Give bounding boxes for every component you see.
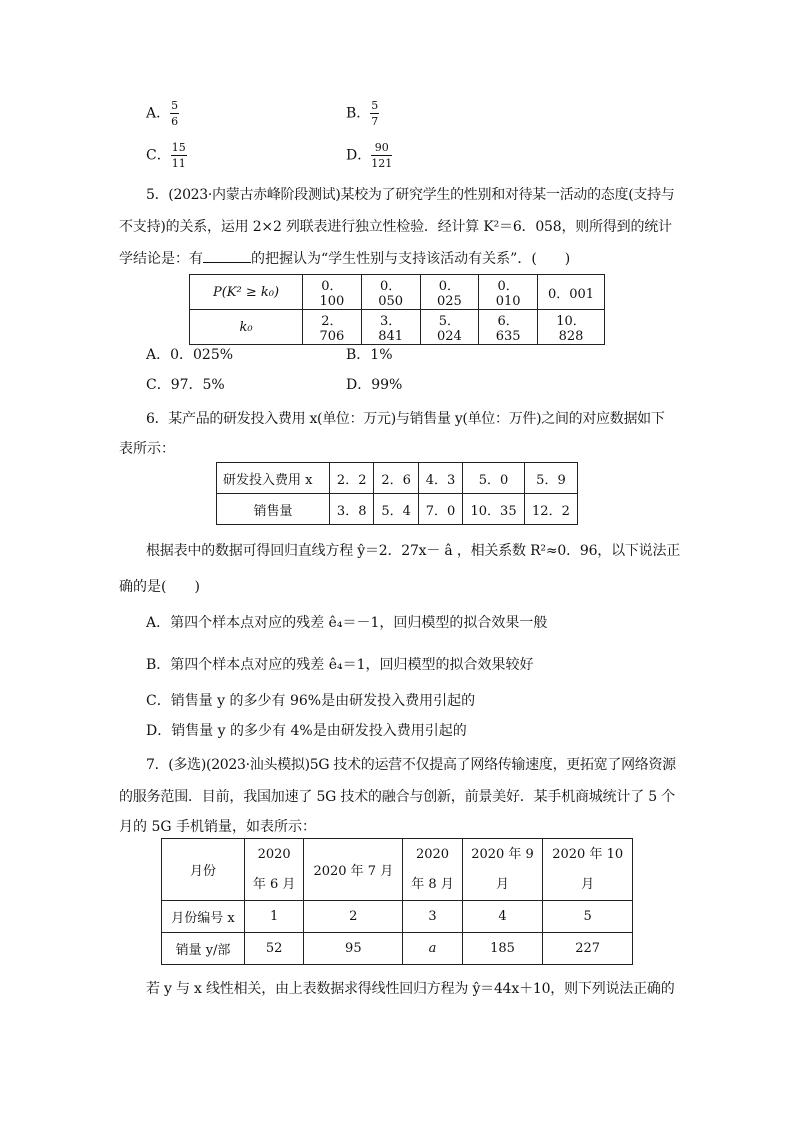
denominator: 121: [371, 157, 393, 170]
q5-line-3: [119, 248, 570, 268]
table-cell: 10．35: [463, 494, 525, 525]
month-text-b: 月: [496, 876, 510, 892]
table-cell: 5．4: [374, 494, 418, 525]
table-cell: a: [403, 933, 462, 965]
q4-option-b: [346, 100, 379, 127]
table-cell: 3．8: [330, 494, 374, 525]
table-cell: 227: [543, 933, 633, 965]
q7-line-3: 月的 5G 手机销量，如表所示：: [119, 819, 316, 835]
month-cell: [304, 839, 403, 901]
q5-critical-value-table: [189, 274, 605, 345]
fraction: [371, 142, 392, 169]
table-cell: 5．9: [524, 463, 577, 494]
q5-line-2: 不支持)的关系，运用 2×2 列联表进行独立性检验．经计算 K²＝6．058，则所得到的统计: [119, 219, 672, 235]
denominator: 7: [371, 115, 379, 128]
denominator: 6: [171, 115, 179, 128]
q7-line-4: 若 y 与 x 线性相关，由上表数据求得线性回归方程为 ŷ＝44x＋10，则下列说法正确的: [146, 981, 675, 997]
table-cell: 2．2: [330, 463, 374, 494]
month-cell: [462, 839, 543, 901]
q5-option-c: C．97．5%: [146, 377, 225, 393]
q5-option-b: B．1%: [346, 347, 393, 363]
q6-option-b: B．第四个样本点对应的残差 ê₄＝1，回归模型的拟合效果较好: [146, 657, 534, 673]
month-text-a: 2020: [257, 846, 291, 862]
month-text-a: 2020 年 9: [471, 846, 534, 862]
table-cell: 4．3: [418, 463, 462, 494]
table-cell: 0．100: [303, 275, 362, 310]
q5-line-3-start: 学结论是：有: [119, 251, 203, 267]
table-header-p: P(K² ≥ k₀): [190, 275, 303, 310]
option-label: B．: [346, 105, 371, 122]
month-text-b: 年 6 月: [252, 876, 296, 892]
table-cell: 5．0: [463, 463, 525, 494]
header-sales: 销量 y/部: [162, 933, 245, 965]
table-header-k: k₀: [190, 310, 303, 345]
q6-data-table: [216, 462, 578, 525]
fraction: [170, 100, 179, 127]
fraction: [171, 142, 187, 169]
q4-option-a: [146, 100, 179, 127]
q4-option-d: [346, 142, 392, 169]
table-cell: 5．024: [420, 310, 479, 345]
option-label: C．: [146, 147, 171, 164]
table-cell: 7．0: [418, 494, 462, 525]
table-cell: 2: [304, 901, 403, 933]
q7-line-1: 7．(多选)(2023·汕头模拟)5G 技术的运营不仅提高了网络传输速度，更拓宽了网络资源: [146, 757, 676, 773]
table-cell: 2．706: [303, 310, 362, 345]
month-text-a: 2020: [415, 846, 450, 862]
fraction: [370, 100, 379, 127]
option-label: D．: [346, 147, 372, 164]
q5-line-1: 5．(2023·内蒙古赤峰阶段测试)某校为了研究学生的性别和对待某一活动的态度(支持与: [146, 187, 675, 203]
numerator: 15: [171, 141, 186, 154]
q6-line-2: 表所示：: [119, 441, 175, 457]
q6-option-d: D．销售量 y 的多少有 4%是由研发投入费用引起的: [146, 723, 467, 739]
table-cell: 185: [462, 933, 543, 965]
month-text-a: 2020 年 7 月: [313, 864, 394, 879]
table-cell: 3: [403, 901, 462, 933]
month-cell: [245, 839, 304, 901]
table-cell: 1: [245, 901, 304, 933]
table-cell: 12．2: [524, 494, 577, 525]
answer-blank: [203, 248, 251, 263]
table-cell: 0．001: [538, 275, 605, 310]
q7-sales-table: [161, 838, 633, 965]
table-cell: 95: [304, 933, 403, 965]
q5-option-d: D．99%: [346, 377, 403, 393]
header-month: 月份: [162, 839, 245, 901]
row-label-x: 研发投入费用 x: [217, 463, 330, 494]
table-cell: 52: [245, 933, 304, 965]
month-text-a: 2020 年 10: [552, 846, 624, 862]
numerator: 5: [371, 99, 379, 112]
table-cell: 10．828: [538, 310, 605, 345]
table-cell: 0．010: [479, 275, 538, 310]
numerator: 90: [371, 142, 392, 156]
q4-option-c: [146, 142, 187, 169]
option-label: A．: [146, 105, 171, 122]
q5-option-a: A．0．025%: [146, 347, 234, 363]
q6-line-4: 确的是( ): [119, 579, 200, 595]
q6-line-1: 6．某产品的研发投入费用 x(单位：万元)与销售量 y(单位：万件)之间的对应数据如下: [146, 411, 665, 427]
table-cell: 5: [543, 901, 633, 933]
month-cell: [543, 839, 633, 901]
header-code: 月份编号 x: [162, 901, 245, 933]
q6-option-a: A．第四个样本点对应的残差 ê₄＝－1，回归模型的拟合效果一般: [146, 615, 548, 631]
table-cell: 6．635: [479, 310, 538, 345]
numerator: 5: [171, 99, 179, 112]
table-cell: 2．6: [374, 463, 418, 494]
month-text-b: 年 8 月: [411, 876, 454, 892]
q5-line-3-end: 的把握认为“学生性别与支持该活动有关系”．( ): [251, 251, 571, 267]
q6-option-c: C．销售量 y 的多少有 96%是由研发投入费用引起的: [146, 693, 476, 709]
table-cell: 4: [462, 901, 543, 933]
month-text-b: 月: [581, 876, 595, 892]
denominator: 11: [171, 157, 186, 170]
table-cell: 3．841: [361, 310, 420, 345]
q6-line-3: 根据表中的数据可得回归直线方程 ŷ＝2．27x－ â ，相关系数 R²≈0．96，以下说法正: [146, 543, 681, 559]
month-cell: [403, 839, 462, 901]
table-cell: 0．025: [420, 275, 479, 310]
q7-line-2: 的服务范围．目前，我国加速了 5G 技术的融合与创新，前景美好．某手机商城统计了 5 个: [119, 789, 675, 805]
table-cell: 0．050: [361, 275, 420, 310]
row-label-y: 销售量: [217, 494, 330, 525]
